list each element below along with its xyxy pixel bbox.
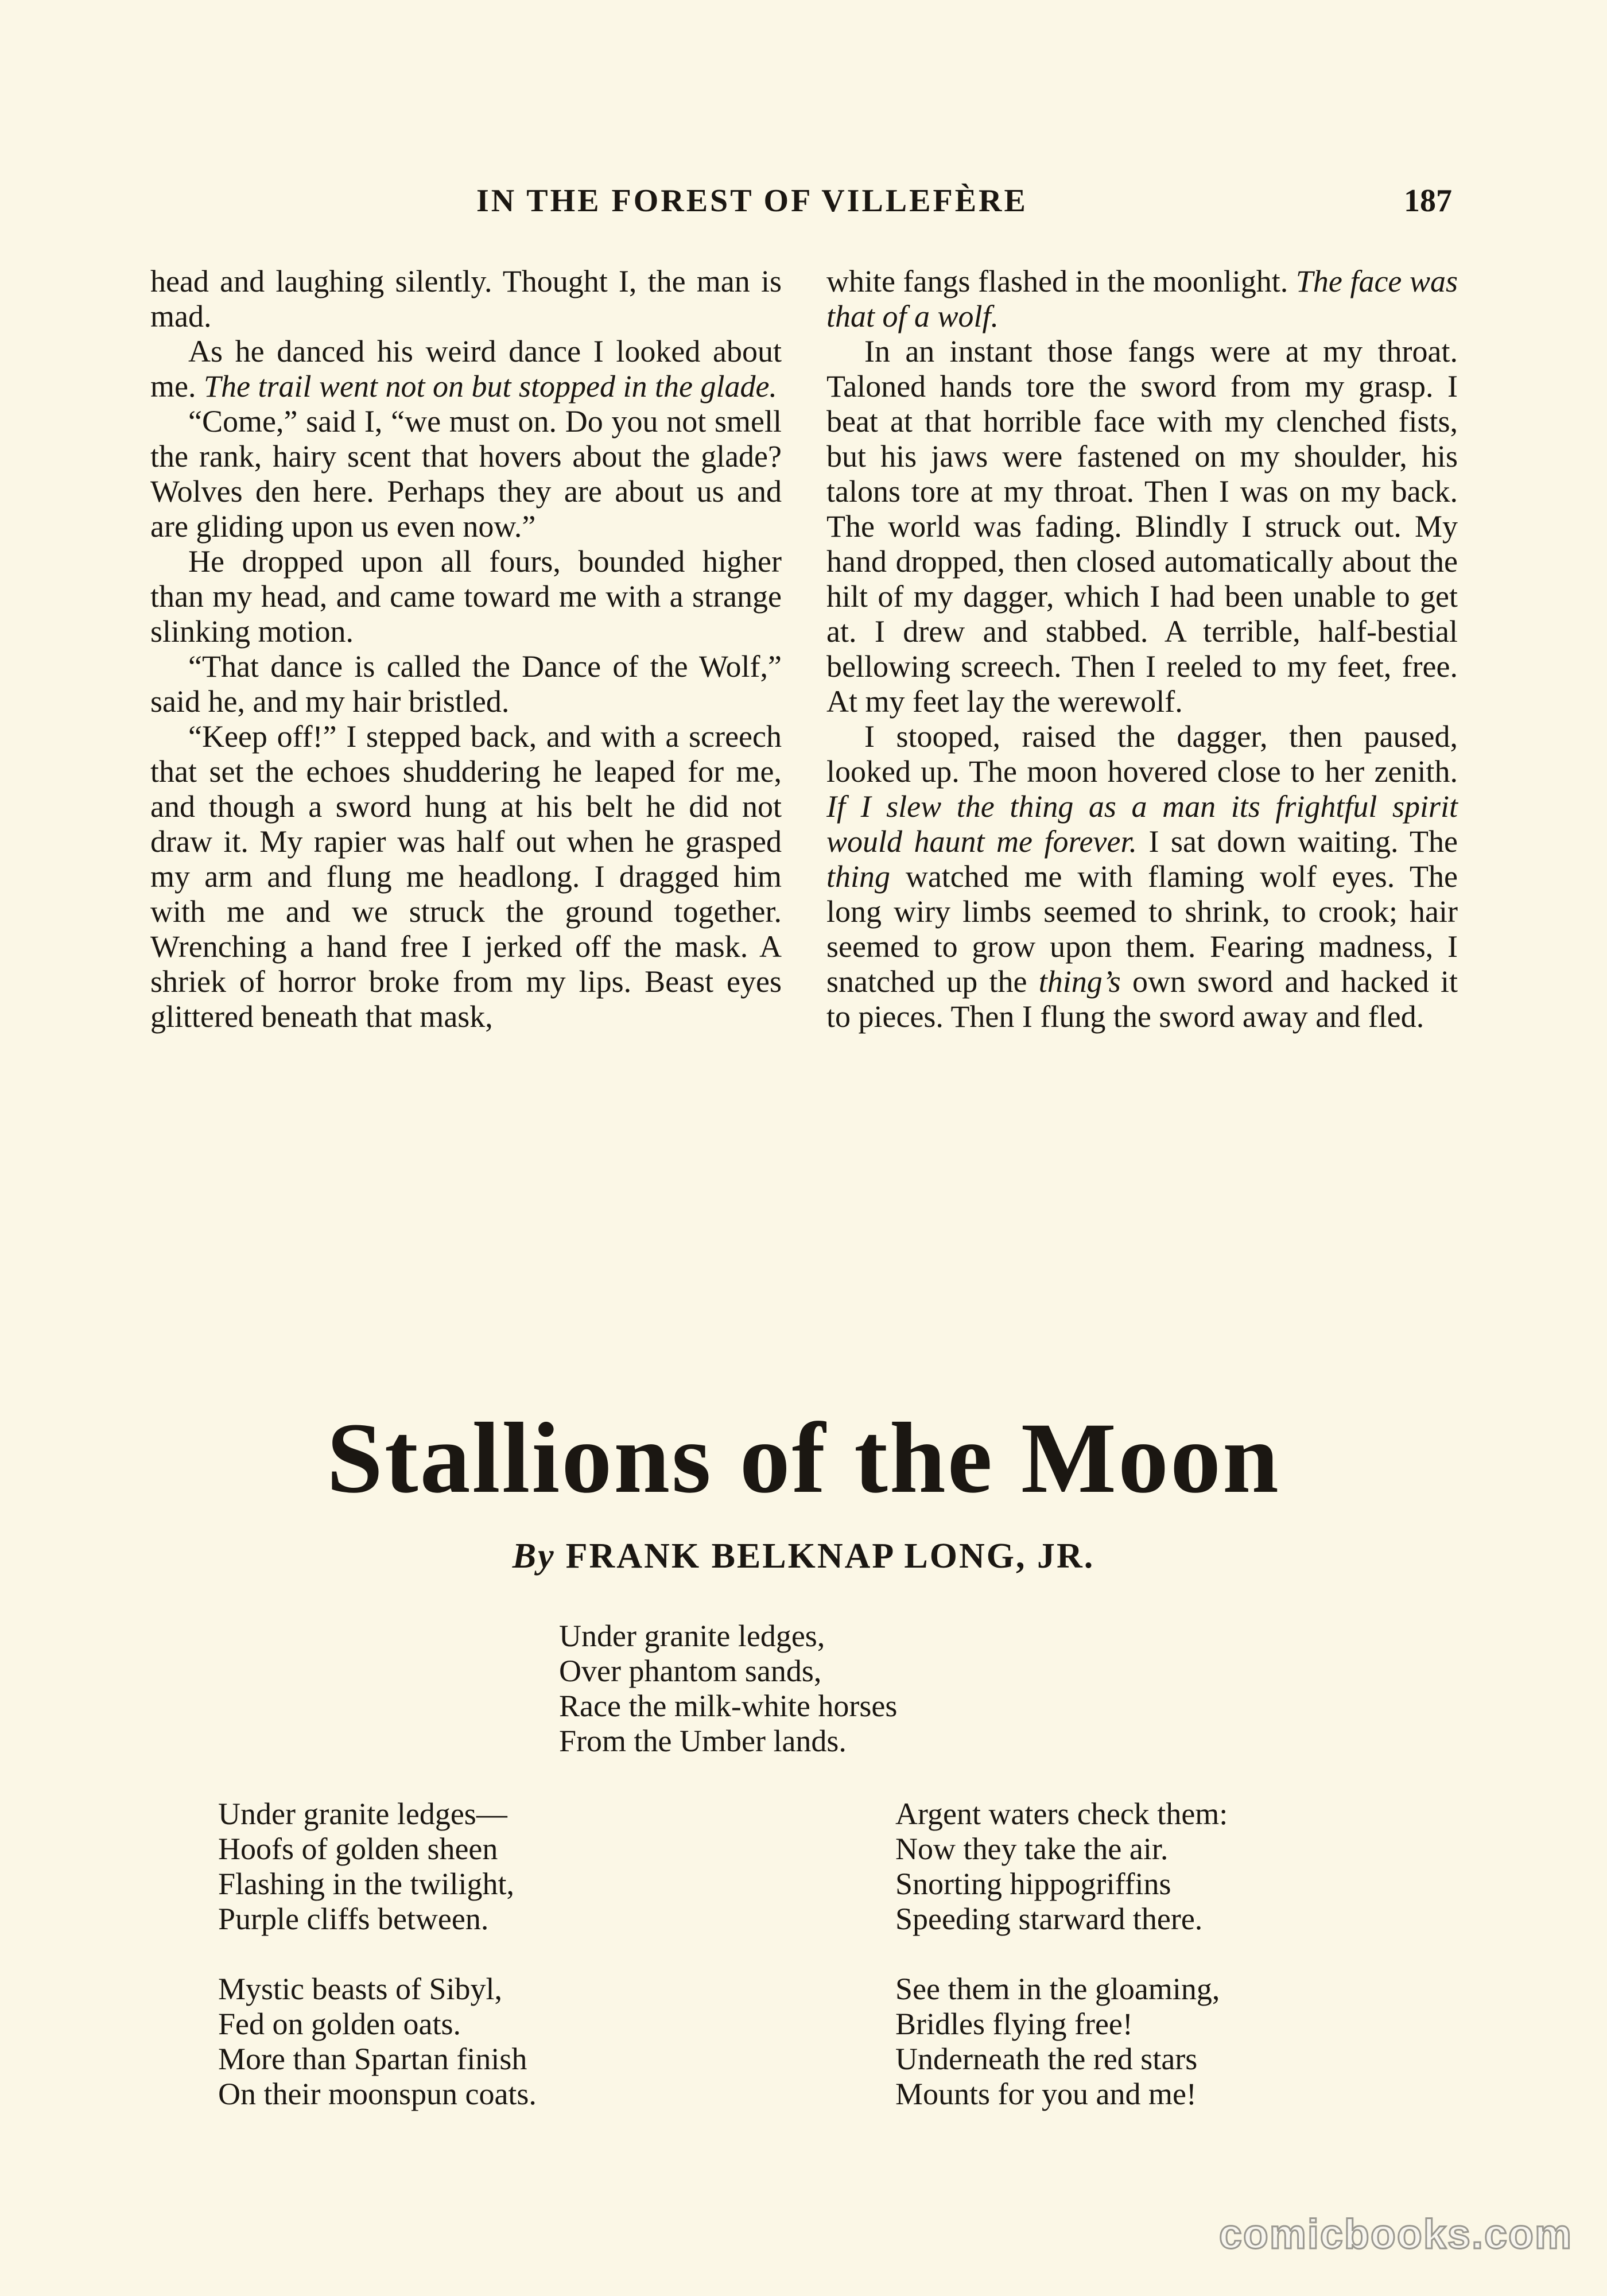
- page-number: 187: [1404, 183, 1452, 219]
- verse-line: Mounts for you and me!: [895, 2077, 1197, 2111]
- paragraph: head and laughing silently. Thought I, the man is mad.: [150, 264, 782, 333]
- italic-text: If I slew the thing as a man its frightful spirit would haunt me forever.: [826, 789, 1458, 859]
- paragraph: He dropped upon all fours, bounded higher than my head, and came toward me with a strange slinking motion.: [150, 544, 782, 649]
- site-watermark: comicbooks.com: [1218, 2212, 1573, 2258]
- italic-text: The trail went not on but stopped in the glade.: [203, 369, 777, 404]
- paragraph: white fangs flashed in the moonlight. The face was that of a wolf.: [826, 264, 1458, 333]
- paragraph: “Keep off!” I stepped back, and with a screech that set the echoes shuddering he leaped for me, and though a sword hung at his belt he did not draw it. My rapier was half out when he grasped my arm and flung me headlong. I dragged him with me and we struck the ground together. Wrenching a hand free I jerked off the mask. A shriek of horror broke from my lips. Beast eyes glittered beneath that mask,: [150, 719, 782, 1034]
- italic-text: thing: [826, 859, 891, 894]
- verse-line: Now they take the air.: [895, 1832, 1169, 1866]
- verse-line: Argent waters check them:: [895, 1797, 1228, 1831]
- verse-line: Purple cliffs between.: [218, 1902, 489, 1936]
- byline-prefix: By: [512, 1537, 556, 1576]
- italic-text: thing’s: [1038, 964, 1121, 999]
- verse-line: Speeding starward there.: [895, 1902, 1203, 1936]
- author-name: FRANK BELKNAP LONG, JR.: [565, 1537, 1095, 1576]
- verse-line: Snorting hippogriffins: [895, 1867, 1171, 1901]
- verse-line: Over phantom sands,: [559, 1654, 822, 1688]
- paragraph: “That dance is called the Dance of the Wolf,” said he, and my hair bristled.: [150, 649, 782, 719]
- paragraph: “Come,” said I, “we must on. Do you not smell the rank, hairy scent that hovers about the glade? Wolves den here. Perhaps they are about us and are gliding upon us even now.”: [150, 404, 782, 544]
- verse-line: Bridles flying free!: [895, 2007, 1133, 2041]
- verse-line: See them in the gloaming,: [895, 1972, 1220, 2006]
- running-head: IN THE FOREST OF VILLEFÈRE: [476, 183, 1028, 219]
- verse-line: Hoofs of golden sheen: [218, 1832, 498, 1866]
- paragraph: In an instant those fangs were at my throat. Taloned hands tore the sword from my grasp. I beat at that horrible face with my clenched fists, but his jaws were fastened on my shoulder, his talons tore at my throat. Then I was on my back. The world was fading. Blindly I struck out. My hand dropped, then closed automatically about the hilt of my dagger, which I had been unable to get at. I drew and stabbed. A terrible, half-bestial bellowing screech. Then I reeled to my feet, free. At my feet lay the werewolf.: [826, 334, 1458, 719]
- poem-stanza: [218, 1972, 537, 2112]
- poem-stanza: [895, 1797, 1228, 1937]
- poem-title: Stallions of the Moon: [327, 1402, 1280, 1514]
- verse-line: Race the milk-white horses: [559, 1689, 898, 1723]
- paragraph: As he danced his weird dance I looked about me. The trail went not on but stopped in the glade.: [150, 334, 782, 404]
- verse-line: Underneath the red stars: [895, 2042, 1198, 2076]
- verse-line: Mystic beasts of Sibyl,: [218, 1972, 502, 2006]
- poem-stanza: [895, 1972, 1220, 2112]
- story-column-right: [826, 264, 1458, 1034]
- verse-line: Under granite ledges,: [559, 1619, 825, 1653]
- verse-line: Fed on golden oats.: [218, 2007, 461, 2041]
- story-column-left: [150, 264, 782, 1034]
- verse-line: From the Umber lands.: [559, 1724, 847, 1758]
- verse-line: Flashing in the twilight,: [218, 1867, 515, 1901]
- italic-text: The face was that of a wolf.: [826, 264, 1458, 333]
- poem-intro-stanza: [559, 1619, 897, 1759]
- verse-line: More than Spartan finish: [218, 2042, 527, 2076]
- verse-line: Under granite ledges—: [218, 1797, 507, 1831]
- paragraph: I stooped, raised the dagger, then paused, looked up. The moon hovered close to her zenith. If I slew the thing as a man its frightful spirit would haunt me forever. I sat down waiting. The thing watched me with flaming wolf eyes. The long wiry limbs seemed to shrink, to crook; hair seemed to grow upon them. Fearing madness, I snatched up the thing’s own sword and hacked it to pieces. Then I flung the sword away and fled.: [826, 719, 1458, 1034]
- verse-line: On their moonspun coats.: [218, 2077, 537, 2111]
- byline: [0, 1536, 1607, 1577]
- poem-stanza: [218, 1797, 514, 1937]
